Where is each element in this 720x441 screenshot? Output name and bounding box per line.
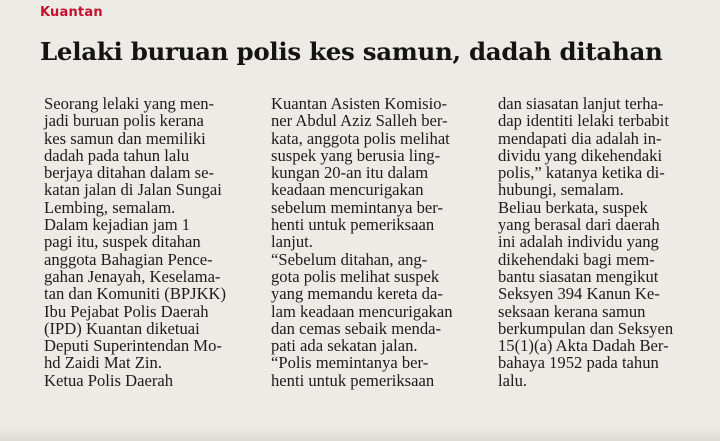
text-line: Deputi Superintendan Mo-: [44, 336, 222, 356]
text-line: dikehendaki bagi mem-: [498, 249, 655, 269]
text-line: yang berasal dari daerah: [498, 215, 660, 235]
text-line: seksaan kerana samun: [498, 301, 646, 321]
text-line: kes samun dan memiliki: [44, 128, 206, 148]
text-line: kungan 20-an itu dalam: [271, 163, 429, 183]
text-line: keadaan mencurigakan: [271, 180, 424, 200]
text-line: berjaya ditahan dalam se-: [44, 163, 215, 183]
text-line: Seksyen 394 Kanun Ke-: [498, 284, 660, 304]
text-line: lalu.: [498, 370, 528, 390]
text-line: Kuantan Asisten Komisio-: [271, 94, 448, 113]
text-line: Ibu Pejabat Polis Daerah: [44, 301, 209, 321]
text-line: pati ada sekatan jalan.: [271, 336, 418, 356]
text-line: pagi itu, suspek ditahan: [44, 232, 201, 252]
text-line: lam keadaan mencurigakan: [271, 301, 453, 321]
text-line: Seorang lelaki yang men-: [44, 94, 215, 113]
page-edge: [0, 426, 720, 441]
text-line: “Polis memintanya ber-: [271, 353, 429, 373]
text-line: henti untuk pemeriksaan: [271, 370, 435, 390]
article-column-3: [498, 95, 673, 389]
text-line: Lembing, semalam.: [44, 197, 176, 217]
text-line: suspek yang berusia ling-: [271, 145, 441, 165]
headline: Lelaki buruan polis kes samun, dadah ditahan: [40, 37, 663, 66]
article-column-1: [44, 95, 226, 389]
text-line: polis,” katanya ketika di-: [498, 163, 665, 183]
text-line: dadah pada tahun lalu: [44, 145, 190, 165]
text-line: mendapati dia adalah in-: [498, 128, 662, 148]
section-label: Kuantan: [40, 5, 103, 20]
text-line: dan siasatan lanjut terha-: [498, 94, 664, 113]
text-line: sebelum memintanya ber-: [271, 197, 443, 217]
text-line: 15(1)(a) Akta Dadah Ber-: [498, 336, 669, 356]
text-line: Beliau berkata, suspek: [498, 197, 648, 217]
text-line: Dalam kejadian jam 1: [44, 215, 191, 235]
text-line: tan dan Komuniti (BPJKK): [44, 284, 227, 304]
text-line: hubungi, semalam.: [498, 180, 624, 200]
text-line: dividu yang dikehendaki: [498, 145, 663, 165]
text-line: lanjut.: [271, 232, 313, 252]
text-line: kata, anggota polis melihat: [271, 128, 450, 148]
text-line: bantu siasatan mengikut: [498, 266, 659, 286]
text-line: bahaya 1952 pada tahun: [498, 353, 659, 373]
text-line: ini adalah individu yang: [498, 232, 659, 252]
text-line: gota polis melihat suspek: [271, 266, 440, 286]
article-column-2: [271, 95, 453, 389]
text-line: dan cemas sebaik menda-: [271, 318, 442, 338]
text-line: Ketua Polis Daerah: [44, 370, 174, 390]
text-line: (IPD) Kuantan diketuai: [44, 318, 200, 338]
text-line: gahan Jenayah, Keselama-: [44, 266, 221, 286]
text-line: “Sebelum ditahan, ang-: [271, 249, 428, 269]
text-line: dap identiti lelaki terbabit: [498, 111, 669, 131]
text-line: hd Zaidi Mat Zin.: [44, 353, 162, 373]
text-line: berkumpulan dan Seksyen: [498, 318, 674, 338]
text-line: katan jalan di Jalan Sungai: [44, 180, 222, 200]
text-line: anggota Bahagian Pence-: [44, 249, 213, 269]
text-line: yang memandu kereta da-: [271, 284, 443, 304]
text-line: henti untuk pemeriksaan: [271, 215, 435, 235]
text-line: jadi buruan polis kerana: [44, 111, 204, 131]
text-line: ner Abdul Aziz Salleh ber-: [271, 111, 448, 131]
